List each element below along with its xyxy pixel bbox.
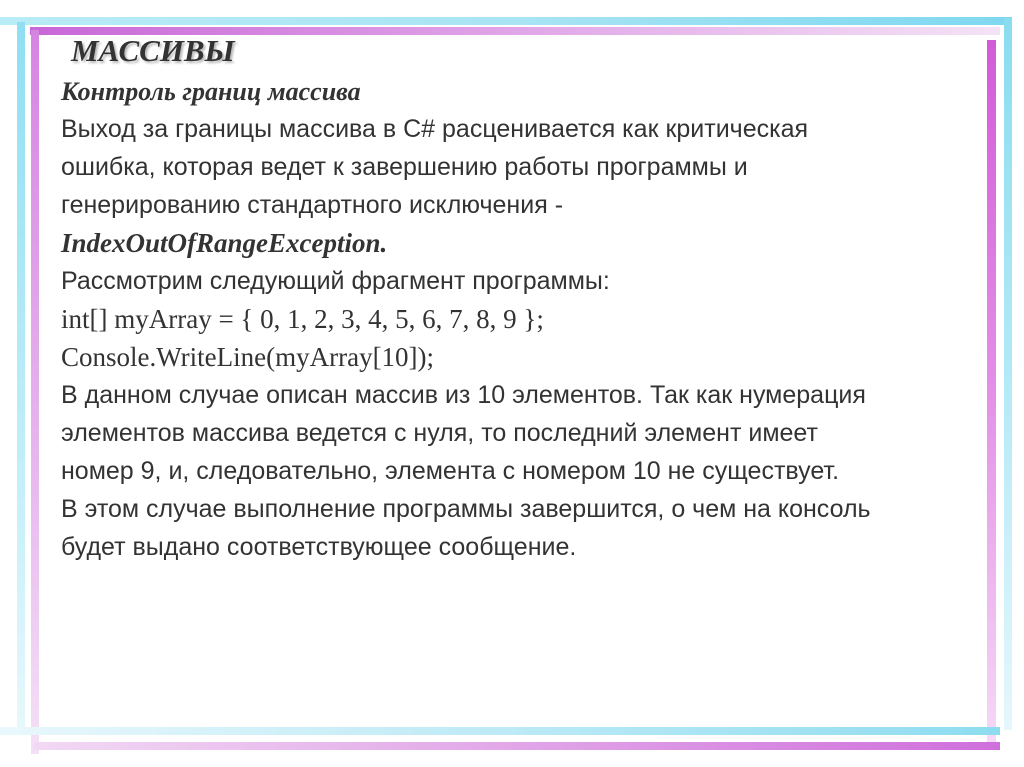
frame-left-cyan-bar <box>17 22 25 728</box>
slide-title: МАССИВЫ <box>71 33 235 68</box>
frame-left-magenta-bar <box>31 30 39 754</box>
code-line: Console.WriteLine(myArray[10]); <box>61 342 435 372</box>
paragraph2-line: элементов массива ведется с нуля, то последний элемент имеет <box>61 419 818 447</box>
frame-top-cyan-bar <box>0 17 1012 25</box>
paragraph2-line: номер 9, и, следовательно, элемента с номером 10 не существует. <box>61 457 840 485</box>
slide-subtitle: Контроль границ массива <box>61 77 361 106</box>
paragraph3-line: В этом случае выполнение программы завершится, о чем на консоль <box>61 495 871 523</box>
paragraph3-line: будет выдано соответствующее сообщение. <box>61 533 577 561</box>
slide-content <box>61 28 991 566</box>
exception-name: IndexOutOfRangeException. <box>61 228 388 258</box>
frame-bottom-magenta-bar <box>33 742 1000 750</box>
paragraph1-line: генерированию стандартного исключения - <box>61 191 564 219</box>
paragraph2-line: В данном случае описан массив из 10 элементов. Так как нумерация <box>61 381 866 409</box>
code-intro-line: Рассмотрим следующий фрагмент программы: <box>61 267 610 295</box>
paragraph1-line: ошибка, которая ведет к завершению работы программы и <box>61 153 748 181</box>
frame-bottom-cyan-bar <box>0 727 1000 735</box>
slide-body <box>61 110 991 566</box>
paragraph1-line: Выход за границы массива в C# расценивается как критическая <box>61 115 809 143</box>
code-line: int[] myArray = { 0, 1, 2, 3, 4, 5, 6, 7, 8, 9 }; <box>61 304 544 334</box>
frame-right-cyan-bar <box>1004 18 1012 730</box>
